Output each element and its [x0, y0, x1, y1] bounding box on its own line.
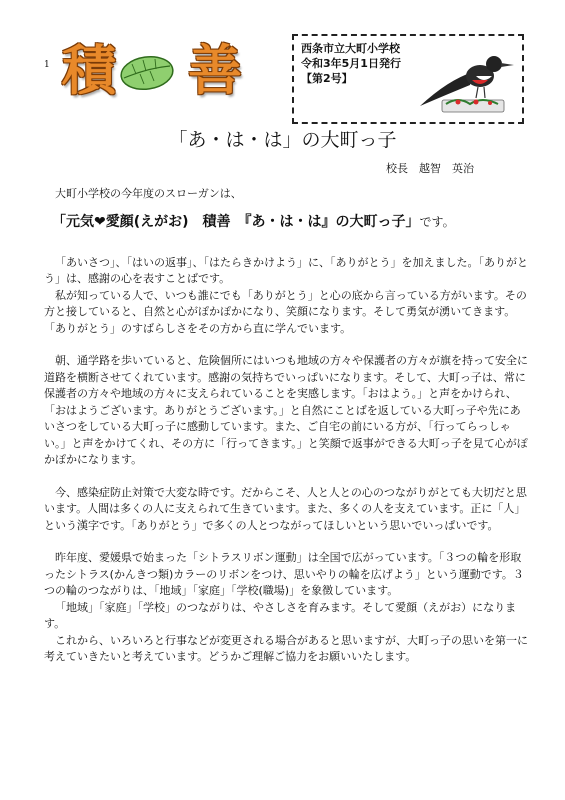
page-number: 1 [44, 60, 50, 70]
paragraph: 「あいさつ」、「はいの返事」、「はたらきかけよう」に、「ありがとう」を加えました。「ありがとう」は、感謝の心を表すことばです。 [44, 255, 528, 285]
masthead-char-2: 善 [188, 38, 242, 102]
intro-text: 大町小学校の今年度のスローガンは、 [55, 187, 242, 200]
paragraph: 昨年度、愛媛県で始まった「シトラスリボン運動」は全国で広がっています。「３つの輪を形取ったシトラス(かんきつ類)カラーのリボンをつけ、思いやりの輪を広げよう」という運動です。３つの輪のつながりは、「地域」「家庭」「学校(職場)」を象徴しています。 [44, 551, 524, 597]
author-byline: 校長 越智 英治 [386, 162, 474, 175]
paragraph: 「地域」「家庭」「学校」のつながりは、やさしさを育みます。そして愛顔（えがお）になります。 [44, 600, 517, 630]
issue-number: 【第2号】 [301, 72, 353, 85]
slogan-suffix: です。 [419, 214, 455, 229]
paragraph: 私が知っている人で、いつも誰にでも「ありがとう」と心の底から言っている方がいます。その方と接していると、自然と心がぽかぽかになり、笑顔になります。そして勇気が湧いてきます。「ありがとう」のすばらしさをその方から直に学んでいます。 [44, 288, 527, 335]
leaf-icon [118, 50, 176, 94]
issue-date: 令和3年5月1日発行 [301, 57, 401, 70]
slogan-text: 「元気❤愛顔(えがお) 積善 『あ・は・は』の大町っ子」 [52, 213, 420, 230]
slogan [52, 211, 528, 233]
bird-illustration [418, 50, 516, 116]
article-title: 「あ・は・は」の大町っ子 [168, 129, 397, 151]
masthead-char-1: 積 [62, 38, 116, 102]
article-body [44, 186, 528, 666]
school-info-box [292, 34, 524, 124]
paragraph: 朝、通学路を歩いていると、危険個所にはいつも地域の方々や保護者の方々が旗を持って安全に道路を横断させてくれています。感謝の気持ちでいっぱいになります。そして、大町っ子は、常に保護者の方々や地域の方々に支えられていることを実感します。「おはよう。」と声をかけられ、「おはようございます。ありがとうございます。」と自然にことばを返している大町っ子や先にあいさつをしている大町っ子に感動しています。また、ご自宅の前にいる方が、「行ってらっしゃい。」と声をかけてくれ、その方に「行ってきます。」と笑顔で返事ができる大町っ子を見て心がぽかぽかになります。 [44, 354, 528, 466]
paragraph: これから、いろいろと行事などが変更される場合があると思いますが、大町っ子の思いを第一に考えていきたいと考えています。どうかご理解ご協力をお願いいたします。 [44, 633, 528, 663]
school-name: 西条市立大町小学校 [301, 42, 400, 55]
paragraph: 今、感染症防止対策で大変な時です。だからこそ、人と人との心のつながりがとても大切だと思います。人間は多くの人に支えられて生きています。また、多くの人を支えています。正に「人」という漢字です。「ありがとう」で多くの人とつながってほしいという思いでいっぱいです。 [44, 485, 527, 532]
